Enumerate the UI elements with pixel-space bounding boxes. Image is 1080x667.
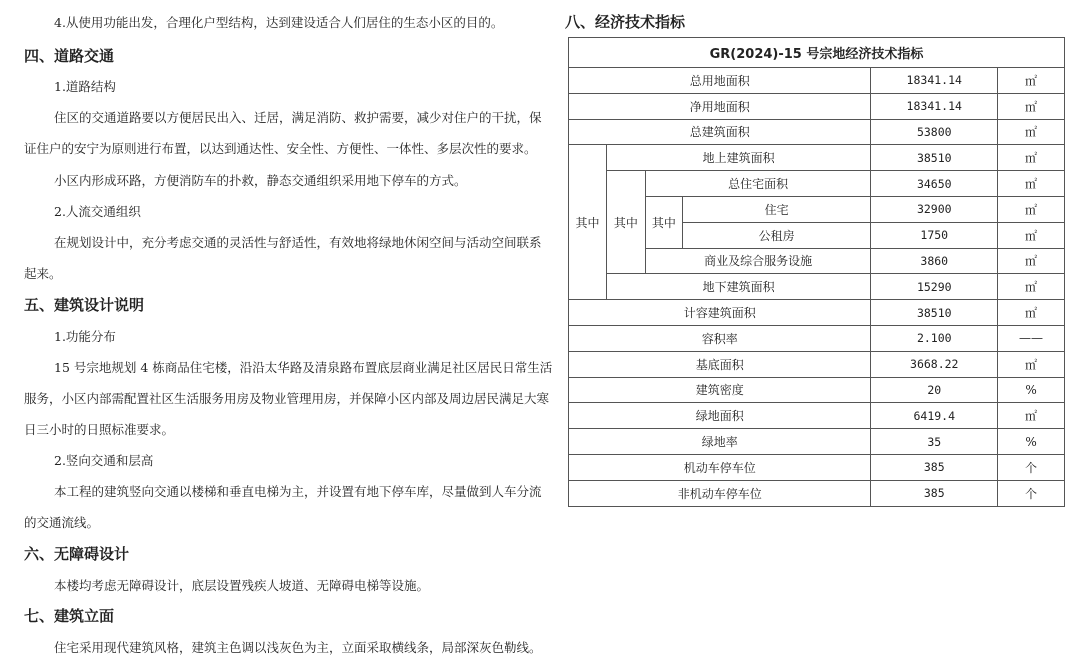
table-row	[569, 454, 1065, 480]
row-label: 机动车停车位	[569, 454, 871, 480]
group-label-qizhong: 其中	[645, 196, 682, 248]
row-value: 35	[871, 429, 998, 455]
row-value: 1750	[871, 222, 998, 248]
row-label: 容积率	[569, 325, 871, 351]
paragraph-line: 小区内形成环路，方便消防车的扑救，静态交通组织采用地下停车的方式。	[54, 173, 467, 188]
table-row	[569, 403, 1065, 429]
row-unit: ㎡	[998, 351, 1065, 377]
row-label: 总住宅面积	[645, 171, 871, 197]
row-value: 20	[871, 377, 998, 403]
economic-indicators-table	[568, 37, 1065, 507]
table-row	[569, 68, 1065, 94]
row-value: 15290	[871, 274, 998, 300]
row-value: 385	[871, 454, 998, 480]
row-value: 18341.14	[871, 93, 998, 119]
row-unit: ㎡	[998, 68, 1065, 94]
paragraph-line: 起来。	[24, 266, 62, 281]
paragraph-line: 的交通流线。	[24, 515, 100, 530]
row-value: 2.100	[871, 325, 998, 351]
paragraph-line: 4.从使用功能出发，合理化户型结构，达到建设适合人们居住的生态小区的目的。	[54, 15, 504, 30]
row-value: 3668.22	[871, 351, 998, 377]
row-unit: ㎡	[998, 300, 1065, 326]
row-label: 住宅	[682, 196, 871, 222]
row-label: 净用地面积	[569, 93, 871, 119]
paragraph-line: 本楼均考虑无障碍设计，底层设置残疾人坡道、无障碍电梯等设施。	[54, 578, 430, 593]
row-label: 非机动车停车位	[569, 480, 871, 506]
paragraph-line: 住区的交通道路要以方便居民出入、迁居，满足消防、救护需要，减少对住户的干扰，保	[54, 110, 542, 125]
row-value: 18341.14	[871, 68, 998, 94]
table-row	[569, 325, 1065, 351]
table-row	[569, 429, 1065, 455]
row-unit: ㎡	[998, 222, 1065, 248]
row-unit: %	[998, 429, 1065, 455]
row-label: 地上建筑面积	[606, 145, 870, 171]
group-label-qizhong: 其中	[606, 171, 645, 274]
row-unit: ㎡	[998, 93, 1065, 119]
row-value: 32900	[871, 196, 998, 222]
row-value: 38510	[871, 145, 998, 171]
row-value: 38510	[871, 300, 998, 326]
table-row	[569, 351, 1065, 377]
row-unit: ——	[998, 325, 1065, 351]
section-heading-accessibility: 六、无障碍设计	[24, 545, 130, 563]
row-value: 3860	[871, 248, 998, 274]
row-label: 建筑密度	[569, 377, 871, 403]
row-unit: ㎡	[998, 171, 1065, 197]
subheading-vertical-traffic: 2.竖向交通和层高	[54, 453, 154, 468]
paragraph-line: 住宅采用现代建筑风格，建筑主色调以浅灰色为主，立面采取横线条，局部深灰色勒线。	[54, 640, 542, 655]
row-unit: ㎡	[998, 403, 1065, 429]
row-label: 基底面积	[569, 351, 871, 377]
section-heading-road-traffic: 四、道路交通	[24, 47, 115, 65]
row-unit: 个	[998, 454, 1065, 480]
group-label-qizhong: 其中	[569, 145, 607, 300]
row-label: 绿地面积	[569, 403, 871, 429]
table-row	[569, 300, 1065, 326]
row-value: 385	[871, 480, 998, 506]
table-row	[569, 480, 1065, 506]
row-unit: ㎡	[998, 119, 1065, 145]
row-label: 总建筑面积	[569, 119, 871, 145]
section-heading-economic-indicators: 八、经济技术指标	[565, 13, 686, 31]
paragraph-line: 日三小时的日照标准要求。	[24, 422, 175, 437]
section-heading-architecture: 五、建筑设计说明	[24, 296, 145, 314]
subheading-road-structure: 1.道路结构	[54, 79, 116, 94]
table-row	[569, 274, 1065, 300]
row-label: 计容建筑面积	[569, 300, 871, 326]
row-value: 53800	[871, 119, 998, 145]
row-label: 商业及综合服务设施	[645, 248, 871, 274]
paragraph-line: 服务，小区内部需配置社区生活服务用房及物业管理用房，并保障小区内部及周边居民满足大寒	[24, 391, 550, 406]
row-label: 总用地面积	[569, 68, 871, 94]
table-title: GR(2024)-15 号宗地经济技术指标	[569, 38, 1065, 68]
table-row	[569, 119, 1065, 145]
row-unit: 个	[998, 480, 1065, 506]
subheading-function-layout: 1.功能分布	[54, 329, 116, 344]
document-right-column	[565, 0, 1070, 667]
row-value: 6419.4	[871, 403, 998, 429]
paragraph-line: 15 号宗地规划 4 栋商品住宅楼，沿沿太华路及清泉路布置底层商业满足社区居民日常生活	[54, 360, 553, 375]
paragraph-line: 在规划设计中，充分考虑交通的灵活性与舒适性，有效地将绿地休闲空间与活动空间联系	[54, 235, 542, 250]
row-value: 34650	[871, 171, 998, 197]
section-heading-facade: 七、建筑立面	[24, 607, 115, 625]
table-row	[569, 145, 1065, 171]
row-label: 绿地率	[569, 429, 871, 455]
row-unit: ㎡	[998, 145, 1065, 171]
table-row	[569, 171, 1065, 197]
table-row	[569, 93, 1065, 119]
row-label: 地下建筑面积	[606, 274, 870, 300]
row-unit: ㎡	[998, 274, 1065, 300]
row-unit: ㎡	[998, 196, 1065, 222]
subheading-pedestrian-flow: 2.人流交通组织	[54, 204, 141, 219]
paragraph-line: 证住户的安宁为原则进行布置，以达到通达性、安全性、方便性、一体性、多层次性的要求。	[24, 141, 537, 156]
row-label: 公租房	[682, 222, 871, 248]
row-unit: ㎡	[998, 248, 1065, 274]
table-row	[569, 377, 1065, 403]
row-unit: %	[998, 377, 1065, 403]
paragraph-line: 本工程的建筑竖向交通以楼梯和垂直电梯为主，并设置有地下停车库，尽量做到人车分流	[54, 484, 542, 499]
